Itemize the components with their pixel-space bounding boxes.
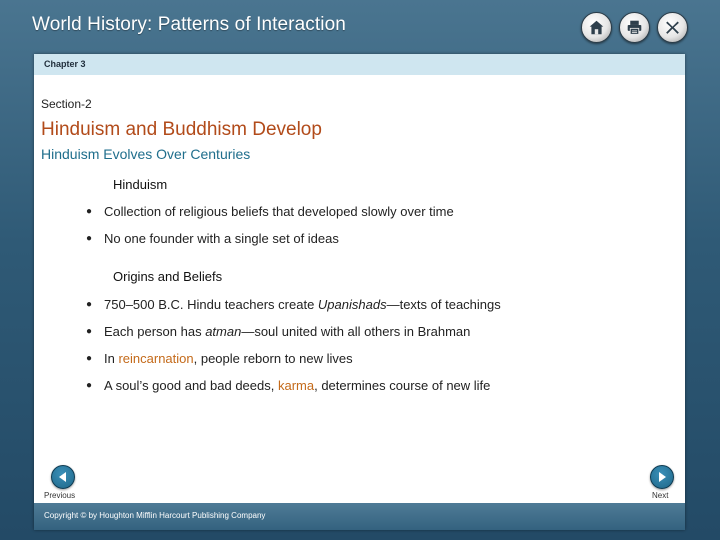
text-part: , people reborn to new lives (193, 351, 353, 366)
next-button[interactable] (650, 465, 674, 489)
list-item (86, 204, 454, 219)
list-item (86, 297, 501, 312)
top-toolbar (581, 12, 688, 43)
text-part: Each person has (104, 324, 206, 339)
page-title: Hinduism and Buddhism Develop (41, 119, 322, 140)
app-title: World History: Patterns of Interaction (32, 14, 346, 35)
list-item (86, 378, 490, 393)
bullet-text: No one founder with a single set of ideas (104, 231, 339, 246)
previous-button[interactable] (51, 465, 75, 489)
hinduism-heading: Hinduism (113, 177, 168, 192)
bullet-icon: ● (86, 233, 93, 244)
text-part: —soul united with all others in Brahman (241, 324, 471, 339)
text-part: , determines course of new life (314, 378, 491, 393)
copyright-text: Copyright © by Houghton Mifflin Harcourt Publishing Company (44, 511, 266, 520)
keyword-highlight: karma (277, 378, 315, 393)
bullet-icon: ● (86, 299, 93, 310)
text-part: 750–500 B.C. Hindu teachers create (104, 297, 318, 312)
bullet-icon: ● (86, 326, 93, 337)
previous-label[interactable]: Previous (44, 491, 76, 500)
text-part: In (104, 351, 119, 366)
page-subtitle: Hinduism Evolves Over Centuries (41, 146, 251, 162)
bullet-text (104, 297, 501, 312)
chapter-bar (34, 54, 685, 75)
arrow-right-icon (656, 471, 668, 483)
arrow-left-icon (57, 471, 69, 483)
text-part: —texts of teachings (386, 297, 501, 312)
home-button[interactable] (581, 12, 612, 43)
print-button[interactable] (619, 12, 650, 43)
printer-icon (626, 19, 643, 36)
emphasis-term: atman (205, 324, 242, 339)
bullet-text (104, 324, 470, 339)
content-panel (34, 54, 685, 530)
section-label: Section-2 (41, 97, 92, 111)
close-button[interactable] (657, 12, 688, 43)
keyword-highlight: reincarnation (118, 351, 194, 366)
home-icon (588, 19, 605, 36)
emphasis-term: Upanishads (317, 297, 387, 312)
bullet-icon: ● (86, 206, 93, 217)
close-icon (664, 19, 681, 36)
text-part: A soul’s good and bad deeds, (104, 378, 278, 393)
list-item (86, 231, 339, 246)
bullet-icon: ● (86, 380, 93, 391)
footer-bar (34, 503, 685, 530)
list-item (86, 324, 470, 339)
bullet-text (104, 378, 490, 393)
chapter-label: Chapter 3 (44, 59, 86, 69)
bullet-text: Collection of religious beliefs that developed slowly over time (104, 204, 454, 219)
bullet-text (104, 351, 353, 366)
origins-heading: Origins and Beliefs (113, 269, 223, 284)
list-item (86, 351, 353, 366)
bullet-icon: ● (86, 353, 93, 364)
next-label[interactable]: Next (652, 491, 669, 500)
